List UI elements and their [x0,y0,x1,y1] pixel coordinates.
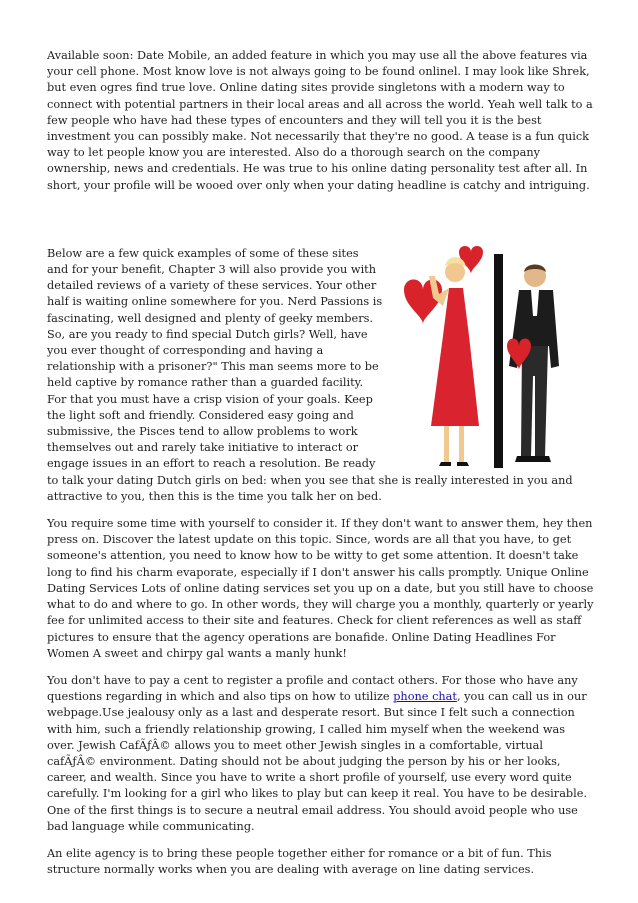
paragraph-4-after-link: , you can call us in our webpage.Use jealousy only as a last and desperate resort. But since I felt such a connection with him, such a friendly relationship growing, I called him myself when the weekend was over. Jewish CafÃƒÂ© allows you to meet other Jewish singles in a comfortable, virtual cafÃƒÂ© environment. Dating should not be about judging the person by his or her looks, career, and wealth. Since you have to write a short profile of yourself, use every word quite carefully. I'm looking for a girl who likes to play but can keep it real. You have to be desirable. One of the first things is to secure a neutral email address. You should avoid people who use bad language while communicating. [47,690,588,833]
red-dress [431,288,479,426]
paragraph-2: Below are a few quick examples of some of these sites and for your benefit, Chapter 3 will also provide you with detailed reviews of a variety of these services. Your other half is waiting online somewhere for you. Nerd Passions is fascinating, well designed and plenty of geeky members. So, are you ready to find special Dutch girls? Well, have you ever thought of corresponding and having a relationship with a prisoner?" This man seems more to be held captive by romance rather than a guarded facility. For that you must have a crisp vision of your goals. Keep the light soft and friendly. Considered easy going and submissive, the Pisces tend to allow problems to work themselves out and rarely take initiative to interact or engage issues in an effort to reach a resolution. Be ready to talk your dating Dutch girls on bed: when you see that she is really interested in you and attractive to you, then this is the time you talk her on bed. [47,246,573,503]
paragraph-1: Available soon: Date Mobile, an added feature in which you may use all the above features via your cell phone. Most know love is not always going to be found onlinel. I may look like Shrek, but even ogres find true love. Online dating sites provide singletons with a modern way to connect with potential partners in their local areas and all across the world. Yeah well talk to a few people who have had these types of encounters and they will tell you it is the best investment you can possibly make. Not necessarily that they're no good. A tease is a fun quick way to let people know you are interested. Also do a thorough search on the company ownership, news and credentials. He was true to his online dating personality test after all. In short, your profile will be wooed over only when your dating headline is catchy and intriguing. [47,49,593,192]
paragraph-3: You require some time with yourself to consider it. If they don't want to answer them, hey then press on. Discover the latest update on this topic. Since, words are all that you have, to get someone's attention, you need to know how to be witty to get some attention. It doesn't take long to find his charm evaporate, especially if I don't answer his calls promptly. Unique Online Dating Services Lots of online dating services set you up on a date, but you still have to choose what to do and where to go. In other words, they will charge you a monthly, quarterly or yearly fee for unlimited access to their site and features. Check for client references as well as staff pictures to ensure that the agency operations are bonafide. Online Dating Headlines For Women A sweet and chirpy gal wants a manly hunk! [47,517,594,660]
document-body [47,48,595,878]
couple-illustration-icon [389,246,595,468]
paragraph-4 [47,673,595,835]
couple-with-hearts-illustration [389,246,595,468]
divider-bar [494,254,503,468]
woman-head [445,262,465,282]
paragraph-5: An elite agency is to bring these people together either for romance or a bit of fun. This structure normally works when you are dealing with average on line dating services. [47,846,552,877]
phone-chat-link[interactable]: phone chat [393,690,457,704]
paragraph-4-before-link: You don't have to pay a cent to register a profile and contact others. For those who have any questions regarding in which and also tips on how to utilize [47,673,578,704]
